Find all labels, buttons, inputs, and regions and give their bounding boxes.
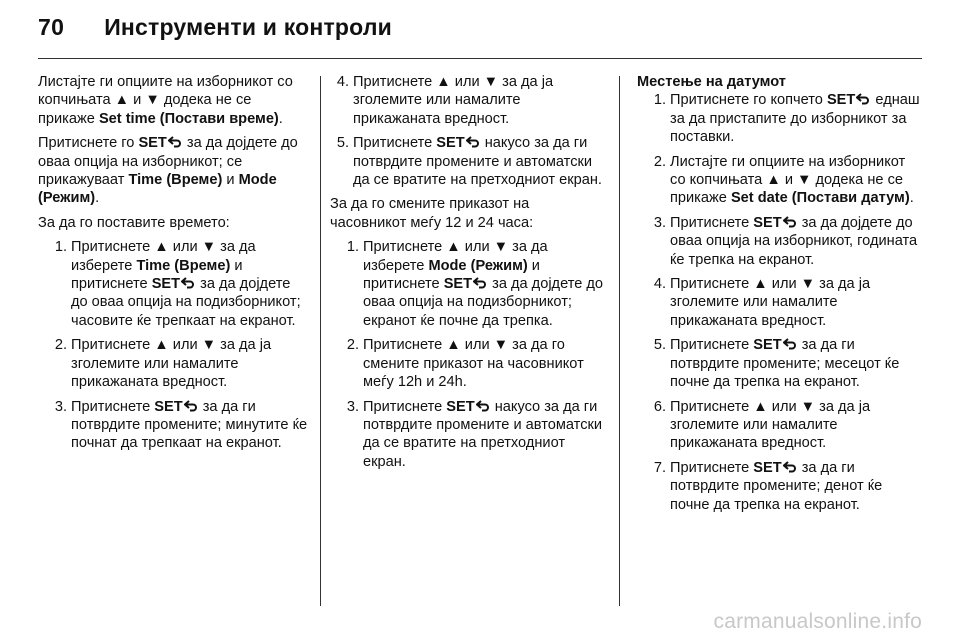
up-arrow-icon: ▲ [446,239,461,256]
step-list [48,238,308,452]
up-arrow-icon: ▲ [446,337,461,354]
list-item: 6. Притиснете ▲ или ▼ за да ја зголемите или намалите прикажаната вредност. [653,398,871,452]
list-item: 7. Притиснете SET за да ги потврдите промените; денот ќе почне да трепка на екранот. [653,459,883,513]
up-arrow-icon: ▲ [154,239,169,256]
list-item: 5. Притиснете SET за да ги потврдите промените; месецот ќе почне да трепка на екранот. [653,337,900,391]
column-divider [320,76,321,606]
list-item: 5. Притиснете SET накусо за да ги потврдите промените и автоматски да се вратите на претходниот екран. [336,135,602,189]
column-1 [38,73,308,459]
return-arrow-icon [168,136,183,148]
step-list [340,238,605,471]
page-number: 70 [38,14,65,40]
paragraph: Листајте ги опциите на изборникот со копчињата ▲ и ▼ додека не се прикаже Set time (Постави време). [38,74,293,127]
page-title: Инструменти и контроли [104,14,393,40]
up-arrow-icon: ▲ [114,92,130,109]
list-item: 3. Притиснете SET накусо за да ги потврдите промените и автоматски да се вратите на претходниот екран. [346,398,603,470]
list-item: 2. Листајте ги опциите на изборникот со копчињата ▲ и ▼ додека не се прикаже Set date (Постави датум). [653,153,914,207]
list-item: 1. Притиснете го копчето SET еднаш за да пристапите до изборникот за поставки. [653,92,920,146]
return-arrow-icon [473,277,488,289]
up-arrow-icon: ▲ [154,337,169,354]
set-button-label: SET [151,276,181,293]
set-button-label: SET [154,398,183,415]
set-button-label: SET [826,92,856,109]
down-arrow-icon: ▼ [800,398,816,415]
down-arrow-icon: ▼ [201,337,217,354]
set-button-label: SET [436,135,465,152]
up-arrow-icon: ▲ [436,74,451,90]
return-arrow-icon [476,400,491,412]
return-arrow-icon [856,93,871,105]
list-item: 2. Притиснете ▲ или ▼ за да ја зголемите или намалите прикажаната вредност. [54,337,272,391]
return-arrow-icon [181,277,196,289]
up-arrow-icon: ▲ [753,276,768,293]
paragraph: За да го поставите времето: [38,214,230,231]
return-arrow-icon [783,461,798,473]
paragraph: Притиснете го SET за да дојдете до оваа опција на изборникот; се прикажуваат Time (Време) и Mode (Режим). [38,135,298,207]
down-arrow-icon: ▼ [493,337,509,354]
set-button-label: SET [443,276,473,293]
up-arrow-icon: ▲ [766,172,781,189]
return-arrow-icon [783,216,798,228]
down-arrow-icon: ▼ [201,239,217,256]
page-header [38,14,392,54]
list-item: 1. Притиснете ▲ или ▼ за да изберете Time (Време) и притиснете SET за да дојдете до оваа опција на подизборникот; часовите ќе трепкаат на екранот. [54,239,301,329]
up-arrow-icon: ▲ [753,398,768,415]
down-arrow-icon: ▼ [145,92,160,109]
set-button-label: SET [446,398,475,415]
header-divider [38,58,922,59]
set-button-label: SET [138,135,167,152]
down-arrow-icon: ▼ [800,276,816,293]
menu-option-label: Set time (Постави време) [98,110,279,127]
column-2 [330,73,605,477]
list-item: 2. Притиснете ▲ или ▼ за да го смените приказот на часовникот меѓу 12h и 24h. [346,337,584,391]
return-arrow-icon [783,338,798,350]
list-item: 4. Притиснете ▲ или ▼ за да ја зголемите или намалите прикажаната вредност. [653,276,871,329]
set-button-label: SET [753,214,782,231]
set-button-label: SET [753,459,782,476]
section-heading: Местење на датумот [637,74,786,90]
paragraph: За да го смените приказот на часовникот меѓу 12 и 24 часа: [330,196,534,231]
list-item: 3. Притиснете SET за да дојдете до оваа опција на изборникот, годината ќе трепка на екранот. [653,214,918,268]
step-list [330,73,605,189]
down-arrow-icon: ▼ [797,172,812,189]
step-list [647,91,922,514]
return-arrow-icon [466,136,481,148]
watermark: carmanualsonline.info [713,610,922,633]
down-arrow-icon: ▼ [493,239,509,256]
column-divider [619,76,620,606]
return-arrow-icon [184,400,199,412]
list-item: 4. Притиснете ▲ или ▼ за да ја зголемите или намалите прикажаната вредност. [336,74,554,127]
list-item: 3. Притиснете SET за да ги потврдите промените; минутите ќе почнат да трепкаат на екранот. [54,398,308,452]
column-3 [637,73,922,520]
down-arrow-icon: ▼ [483,74,499,90]
set-button-label: SET [753,337,782,354]
list-item: 1. Притиснете ▲ или ▼ за да изберете Mode (Режим) и притиснете SET за да дојдете до оваа опција на подизборникот; екранот ќе почне да трепка. [346,239,604,329]
